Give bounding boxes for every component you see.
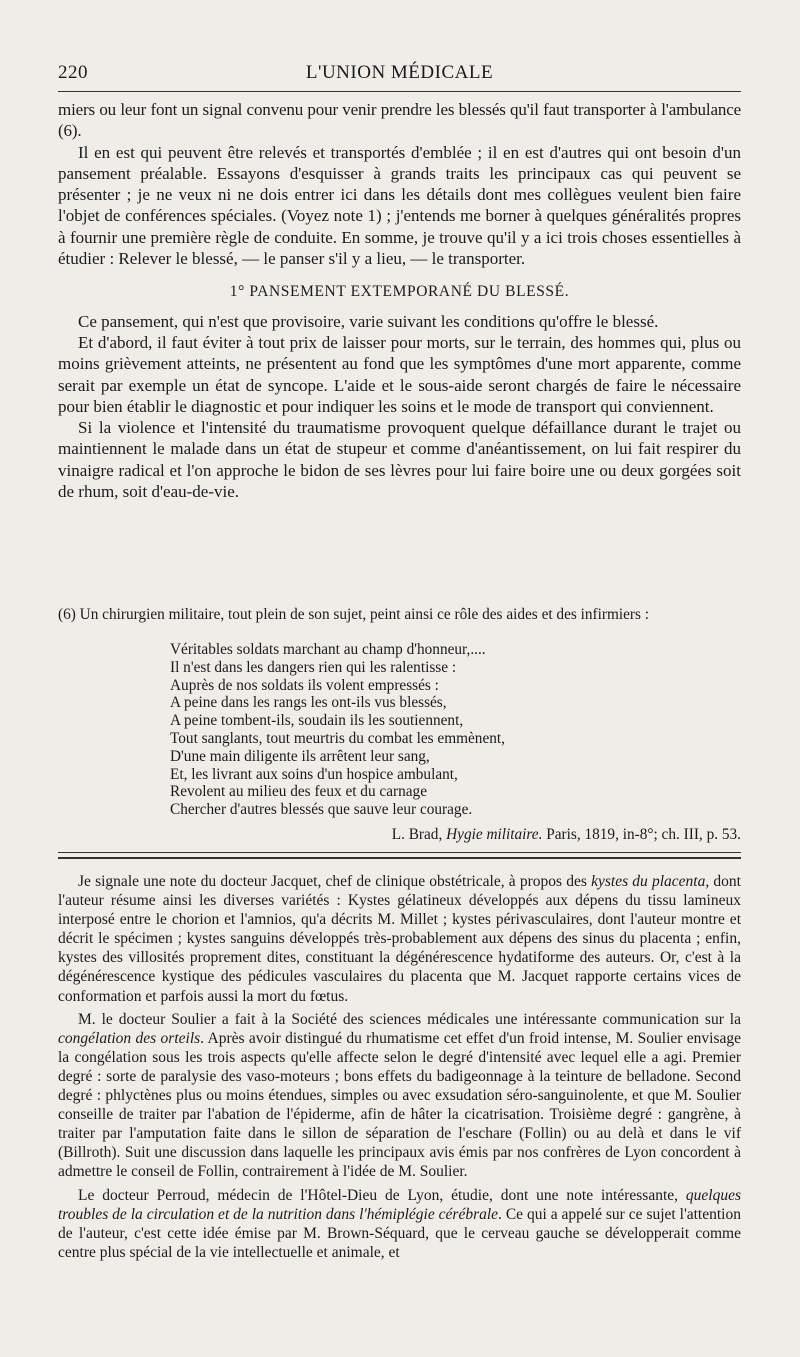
section-divider	[58, 852, 741, 859]
paragraph: miers ou leur font un signal convenu pour venir prendre les blessés qu'il faut transporter à l'ambulance (6).	[58, 100, 741, 141]
paragraph: Si la violence et l'intensité du traumatisme provoquent quelque défaillance durant le trajet ou maintiennent le malade dans un état de stupeur et comme d'anéantissement, on lui fait respirer du vinaigre radical et l'on approche le bidon de ses lèvres pour lui faire boire une ou deux gorgées soit de rhum, soit d'eau-de-vie.	[58, 418, 741, 502]
review-text: . Ce qui a appelé sur ce sujet l'attention de l'auteur, c'est cette idée émise par M. Brown-Séquard, que le cerveau gauche se développerait comme centre plus spécial de la vie intellectuelle et animale, et	[58, 1205, 741, 1261]
section-heading: 1° PANSEMENT EXTEMPORANÉ DU BLESSÉ.	[229, 283, 570, 301]
verse-line: Véritables soldats marchant au champ d'honneur,....	[170, 641, 486, 658]
review-text: M. le docteur Soulier a fait à la Société des sciences médicales une intéressante communication sur la	[78, 1010, 741, 1028]
citation-work: Hygie militaire.	[446, 825, 543, 843]
review-paragraph	[58, 872, 741, 1006]
review-topic: quelques troubles de la circulation et de la nutrition dans l'hémiplégie cérébrale	[58, 1186, 741, 1223]
verse-line: Chercher d'autres blessés que sauve leur courage.	[170, 801, 473, 819]
footnote-intro: (6) Un chirurgien militaire, tout plein de son sujet, peint ainsi ce rôle des aides et des infirmiers :	[58, 606, 650, 623]
footnote	[58, 605, 741, 844]
review-paragraph	[58, 1186, 741, 1262]
paragraph: Il en est qui peuvent être relevés et transportés d'emblée ; il en est d'autres qui ont besoin d'un pansement préalable. Essayons d'esquisser à grands traits les principaux cas qui peuvent se présenter ; je ne veux ni ne dois entrer ici dans les détails dont mes collègues veulent bien faire l'objet de conférences spéciales. (Voyez note 1) ; j'entends me borner à quelques généralités propres à fournir une première règle de conduite. En somme, je trouve qu'il y a ici trois choses essentielles à étudier : Relever le blessé, — le panser s'il y a lieu, — le transporter.	[58, 142, 741, 269]
verse-line: Et, les livrant aux soins d'un hospice ambulant,	[170, 765, 458, 783]
citation-author: L. Brad,	[391, 825, 443, 843]
citation-rest: Paris, 1819, in-8°; ch. III, p. 53.	[546, 825, 741, 843]
page-number: 220	[58, 62, 88, 83]
paragraph: Ce pansement, qui n'est que provisoire, varie suivant les conditions qu'offre le blessé.	[78, 311, 659, 331]
verse-line: Revolent au milieu des feux et du carnage	[170, 783, 427, 801]
footnote-citation	[58, 825, 741, 844]
verse-line: Auprès de nos soldats ils volent empressés :	[170, 676, 439, 694]
main-text	[58, 99, 741, 502]
verse-line: A peine tombent-ils, soudain ils les soutiennent,	[170, 712, 464, 730]
review-text: , dont l'auteur résume ainsi les diverses variétés : Kystes gélatineux développés aux dépens du tissu lamineux interposé entre le chorion et l'amnios, qu'a décrits M. Millet ; kystes périvasculaires, dont l'auteur montre et décrit le spécimen ; kystes sanguins développés très-probablement aux dépens des sinus du placenta ; enfin, kystes des villosités proprement dites, constituant la dégénérescence hydatiforme des auteurs. Or, c'est à la dégénérescence kystique des pédicules vasculaires du placenta que M. Jacquet rapporte certains vices de conformation et parfois aussi la mort du fœtus.	[58, 873, 741, 1005]
verse-line: A peine dans les rangs les ont-ils vus blessés,	[170, 694, 447, 712]
header-rule	[58, 91, 741, 92]
page-header	[58, 58, 741, 86]
verse-line: Tout sanglants, tout meurtris du combat les emmènent,	[170, 729, 505, 747]
review-text: Je signale une note du docteur Jacquet, chef de clinique obstétricale, à propos des	[78, 873, 592, 890]
review-topic: kystes du placenta	[591, 873, 706, 890]
review-paragraph	[58, 1010, 741, 1182]
footnote-verse	[170, 641, 741, 819]
verse-line: Il n'est dans les dangers rien qui les ralentisse :	[170, 658, 457, 676]
review-section	[58, 872, 741, 1262]
paragraph: Et d'abord, il faut éviter à tout prix de laisser pour morts, sur le terrain, des hommes qui, plus ou moins grièvement atteints, ne présentent au fond que les symptômes d'une mort apparente, comme serait par exemple un état de syncope. L'aide et le sous-aide seront chargés de faire le nécessaire pour bien établir le diagnostic et pour indiquer les soins et le mode de transport qui conviennent.	[58, 332, 741, 416]
review-text: Le docteur Perroud, médecin de l'Hôtel-Dieu de Lyon, étudie, dont une note intéressante,	[78, 1186, 686, 1204]
review-text: . Après avoir distingué du rhumatisme cet effet d'un froid intense, M. Soulier envisage la congélation sous les trois aspects qu'elle affecte selon le degré d'intensité avec lequel elle a agi. Premier degré : sorte de paralysie des vaso-moteurs ; bons effets du badigeonnage à la teinture de belladone. Second degré : phlyctènes plus ou moins étendues, simples ou avec exsudation séro-sanguinolente, et que M. Soulier conseille de traiter par l'abation de l'épiderme, afin de hâter la cicatrisation. Troisième degré : gangrène, à traiter par l'amputation faite dans le sillon de séparation de l'eschare (Follin) ou au delà et dans le vif (Billroth). Suit une discussion dans laquelle les principaux avis émis par nos confrères de Lyon concordent à admettre le conseil de Follin, contrairement à l'idée de M. Soulier.	[58, 1029, 741, 1181]
verse-line: D'une main diligente ils arrêtent leur sang,	[170, 747, 430, 765]
review-topic: congélation des orteils	[58, 1029, 201, 1047]
journal-title: L'UNION MÉDICALE	[305, 62, 494, 83]
